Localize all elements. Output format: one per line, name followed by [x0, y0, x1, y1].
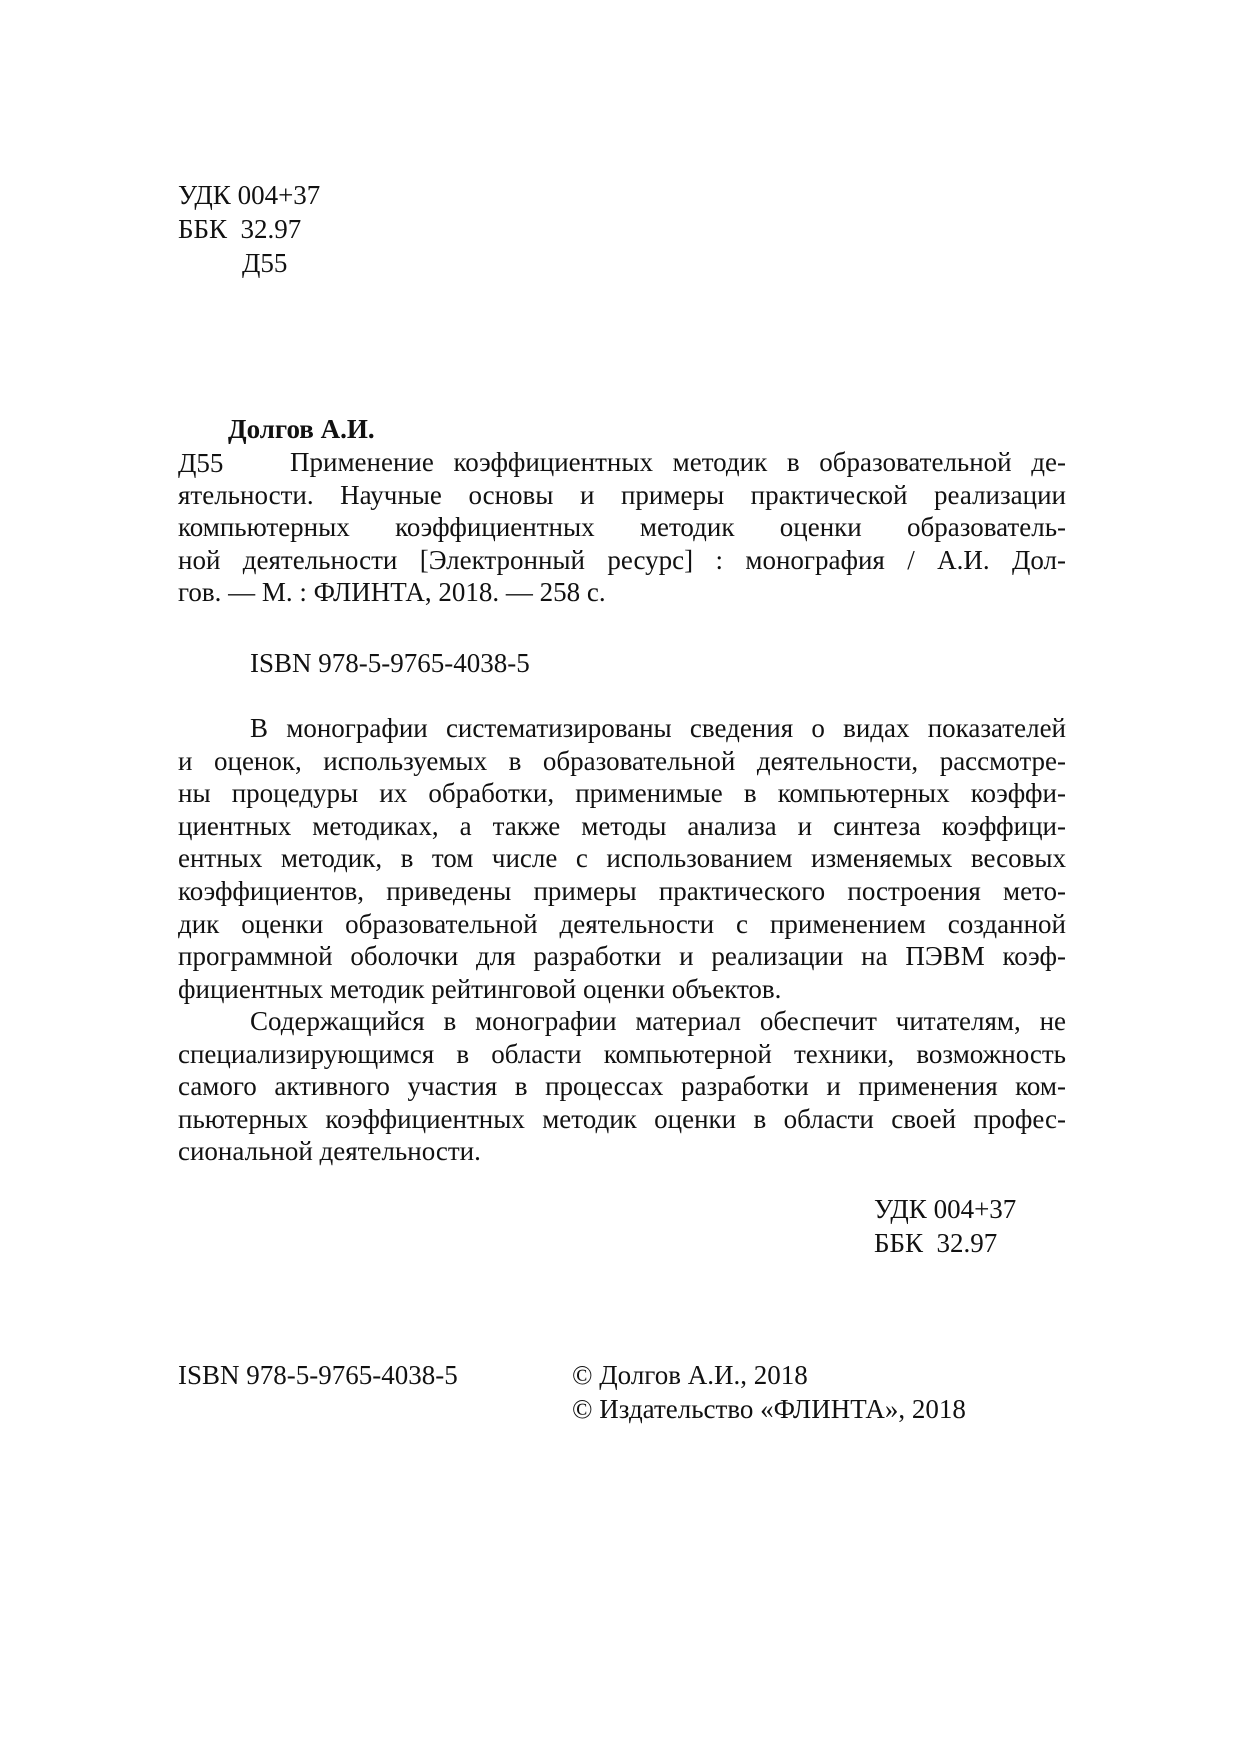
annotation-paragraph-1	[178, 745, 1066, 1006]
description-line: гов. — М. : ФЛИНТА, 2018. — 258 с.	[178, 577, 606, 608]
annotation-line: программной оболочки для разработки и реализации на ПЭВМ коэф-	[178, 941, 1066, 972]
copyright-publisher: © Издательство «ФЛИНТА», 2018	[572, 1394, 966, 1424]
isbn-footer: ISBN 978-5-9765-4038-5	[178, 1360, 458, 1390]
author-heading: Долгов А.И.	[228, 414, 375, 444]
annotation-line: Содержащийся в монографии материал обеспечит читателям, не	[250, 1006, 1066, 1036]
record-index: Д55	[178, 448, 224, 478]
annotation-paragraph-2	[178, 1038, 1066, 1168]
bibliographic-description	[290, 446, 1066, 479]
udk-code-top: УДК 004+37	[178, 180, 321, 210]
description-line: ятельности. Научные основы и примеры практической реализации	[178, 479, 1066, 510]
bibliographic-description-continued	[178, 479, 1066, 609]
annotation-second-first-line	[250, 1005, 1066, 1038]
annotation-line: самого активного участия в процессах разработки и применения ком-	[178, 1071, 1066, 1102]
copyright-author: © Долгов А.И., 2018	[572, 1360, 808, 1390]
annotation-line: специализирующимся в области компьютерной техники, возможность	[178, 1038, 1066, 1069]
description-line: Применение коэффициентных методик в образовательной де-	[290, 447, 1066, 477]
description-line: ной деятельности [Электронный ресурс] : монография / А.И. Дол-	[178, 544, 1066, 575]
annotation-line: циентных методиках, а также методы анализа и синтеза коэффици-	[178, 810, 1066, 841]
annotation-first-line	[250, 712, 1066, 745]
annotation-line: фициентных методик рейтинговой оценки объектов.	[178, 973, 782, 1004]
bbk-code-top: ББК 32.97	[178, 214, 302, 244]
udk-code-bottom: УДК 004+37	[874, 1194, 1017, 1224]
author-sign-top: Д55	[242, 248, 288, 278]
annotation-line: ны процедуры их обработки, применимые в компьютерных коэффи-	[178, 778, 1066, 809]
annotation-line: коэффициентов, приведены примеры практического построения мето-	[178, 875, 1066, 906]
annotation-line: сиональной деятельности.	[178, 1136, 481, 1167]
description-line: компьютерных коэффициентных методик оценки образователь-	[178, 512, 1066, 543]
annotation-line: дик оценки образовательной деятельности с применением созданной	[178, 908, 1066, 939]
annotation-line: и оценок, используемых в образовательной деятельности, рассмотре-	[178, 745, 1066, 776]
annotation-line: В монографии систематизированы сведения о видах показателей	[250, 713, 1066, 743]
isbn-record: ISBN 978-5-9765-4038-5	[250, 648, 530, 678]
annotation-line: ентных методик, в том числе с использованием изменяемых весовых	[178, 843, 1066, 874]
bbk-code-bottom: ББК 32.97	[874, 1228, 998, 1258]
annotation-line: пьютерных коэффициентных методик оценки в области своей профес-	[178, 1103, 1066, 1134]
